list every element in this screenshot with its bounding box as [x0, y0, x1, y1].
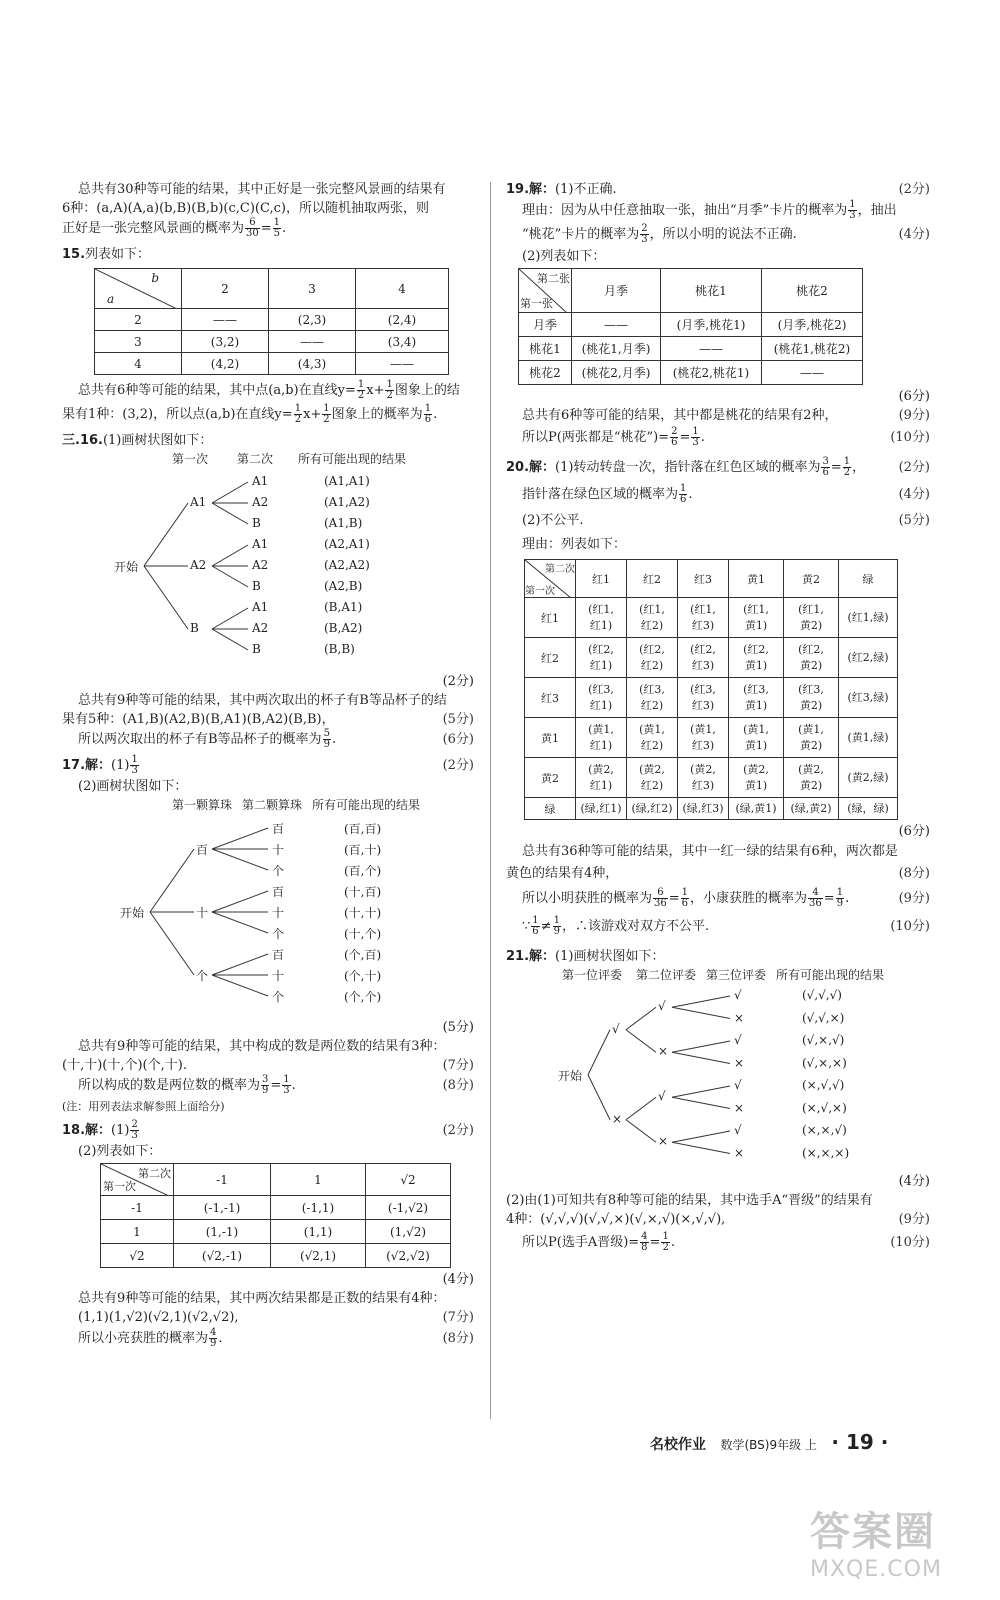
tree-node: ×: [612, 1111, 623, 1126]
tree-result: (百,百): [344, 822, 382, 836]
page-number: · 19 ·: [831, 1430, 889, 1454]
tree-node: A2: [252, 558, 269, 572]
tree-node: 个: [272, 990, 285, 1004]
tree-branch: [212, 482, 248, 503]
tree-result: (百,个): [344, 864, 382, 878]
tree-branch: [626, 1120, 656, 1143]
tree-branch: [212, 608, 248, 629]
tree-node: A2: [252, 495, 269, 509]
subject-label: 数学(BS)9年级 上: [720, 1438, 817, 1452]
tree-result: (A1,A2): [324, 495, 370, 509]
question-21: 21.解：(1)画树状图如下： 第一位评委 第二位评委 第三位评委 所有可能出现的结果 开始 √ √ √ (√,√,√) × (√,√,×) × √ (√,×,√) × (√,×,×) × √ √ (×,√,√) × (×,√,×) × √ (×,×,√) × (×,×,×) (4分) (2)由(1)可知共有8种等可能的结果，其中选手A“晋级”的结果有 4种：(√,√,√)(√,√,×)(√,×,√)(×,√,√), (9分) 所以P(选手A晋级)= $\frac{4}{8}$ = $\frac{1}{2}$ . (10分): [506, 949, 930, 1253]
tree-diagram-21: [506, 966, 930, 1172]
tree-result: (A2,A2): [324, 558, 370, 572]
tree-branch: [588, 1030, 610, 1075]
tree-node: 十: [196, 906, 209, 920]
tree-header: 第二位评委: [636, 968, 697, 982]
tree-result: (×,×,×): [802, 1145, 850, 1160]
tree-branch: [212, 629, 248, 650]
table-header: 红3: [678, 560, 729, 598]
tree-header: 第三位评委: [706, 968, 767, 982]
tree-branch: [144, 503, 188, 566]
table-corner-cell: 第二张 第一张: [519, 269, 572, 313]
tree-result: (百,十): [344, 843, 382, 857]
tree-node: 百: [272, 885, 285, 899]
tree-start: 开始: [114, 560, 139, 574]
table-corner-cell: 第二次 第一次: [525, 560, 576, 598]
tree-branch: [212, 545, 248, 566]
tree-branch: [672, 1086, 730, 1097]
question-number: 15.: [62, 247, 86, 262]
left-column: [62, 180, 474, 1351]
fraction: $\frac{6}{30}$: [246, 217, 259, 239]
question-20: 20.解：(1)转动转盘一次，指针落在红色区域的概率为 $\frac{3}{6}$ = $\frac{1}{2}$ ， (2分) 指针落在绿色区域的概率为 $\frac{1}{6}$ . (4分) (2)不公平. (5分) 理由：列表如下： 第二次 第一次 红1 红2 红3 黄1 黄2 绿 红1 (红1, 红1) (红1, 红2) (红1, 红3) (红1, 黄1) (红1, 黄2) (红1,绿) 红2 (红2, 红1) (红2, 红2) (红2, 红3) (红2, 黄1) (红2, 黄2) (红2,绿) 红3 (红3, 红1) (红3, 红2) (红3, 红3) (红3, 黄1) (红3, 黄2) (红3,绿) 黄1 (黄1, 红1) (黄1, 红2) (黄1, 红3) (黄1, 黄1) (黄1, 黄2) (黄1,绿) 黄2 (黄2, 红1) (黄2, 红2) (黄2, 红3) (黄2, 黄1) (黄2, 黄2) (黄2,绿) 绿 (绿,红1) (绿,红2) (绿,红3) (绿,黄1) (绿,黄2) (绿，绿) (6分) 总共有36种等可能的结果，其中一红一绿的结果有6种，两次都是 黄色的结果有4种， (8分) 所以小明获胜的概率为 $\frac{6}{36}$ = $\frac{1}{6}$ ，小康获胜的概率为 $\frac{4}{36}$ = $\frac{1}{9}$ . (9分) ∵ $\frac{1}{6}$ ≠ $\frac{1}{9}$ ，∴该游戏对双方不公平. (10分): [506, 456, 930, 937]
tree-node: 十: [272, 969, 285, 983]
tree-node: 百: [272, 948, 285, 962]
table-19: 第二张 第一张 月季 桃花1 桃花2 月季 —— (月季,桃花1) (月季,桃花2) 桃花1 (桃花1,月季) —— (桃花1,桃花2) 桃花2 (桃花2,月季) (桃花2,桃花1) ——: [518, 268, 863, 385]
table-header: 黄1: [729, 560, 784, 598]
tree-node: √: [612, 1021, 620, 1036]
tree-branch: [212, 566, 248, 587]
tree-result: (十,百): [344, 885, 382, 899]
tree-branch: [144, 566, 188, 629]
text-line: 总共有6种等可能的结果，其中点(a,b)在直线y= $\frac{1}{2}$ x+ $\frac{1}{2}$ 图象上的结: [78, 379, 460, 401]
text-line: 果有1种：(3,2)，所以点(a,b)在直线y= $\frac{1}{2}$ x+ $\frac{1}{2}$ 图象上的概率为 $\frac{1}{6}$ .: [62, 403, 438, 425]
tree-result: (个,百): [344, 948, 382, 962]
tree-result: (A2,B): [324, 579, 363, 593]
table-header: 红2: [627, 560, 678, 598]
tree-diagram-16: [62, 450, 474, 672]
tree-branch: [626, 1007, 656, 1030]
tree-node: 十: [272, 843, 285, 857]
table-header: 红1: [576, 560, 627, 598]
tree-branch: [672, 1052, 730, 1063]
tree-header: 所有可能出现的结果: [298, 452, 407, 466]
tree-branch: [626, 1097, 656, 1120]
tree-result: (√,×,√): [802, 1033, 845, 1047]
tree-branch: [212, 849, 268, 870]
tree-node: √: [658, 999, 666, 1014]
tree-header: 第二次: [237, 452, 274, 466]
column-divider: [490, 182, 491, 1419]
tree-node: ×: [734, 1145, 745, 1160]
tree-branch: [672, 1007, 730, 1018]
tree-node: ×: [658, 1044, 669, 1059]
table-corner-cell: 第二次 第一次: [101, 1164, 174, 1196]
right-column: [506, 180, 930, 1257]
question-15: 15.列表如下： b a 2 3 4 2 —— (2,3) (2,4) 3 (3,2) —— (3,4) 4 (4,2) (4,3) —— 总共有6种等可能的结果，其中点(a,b)在直线y= $\frac{1}{2}$ x+ $\frac{1}{2}$ 图象上的结 果有1种：(3,2)，所以点(a,b)在直线y= $\frac{1}{2}$ x+ $\frac{1}{2}$ 图象上的概率为 $\frac{1}{6}$ .: [62, 245, 474, 427]
tree-result: (个,个): [344, 990, 382, 1004]
tree-start: 开始: [558, 1068, 583, 1083]
tree-result: (√,√,×): [802, 1010, 845, 1025]
tree-header: 第一颗算珠: [172, 798, 233, 812]
tree-node: 个: [272, 927, 285, 941]
tree-header: 所有可能出现的结果: [776, 968, 885, 982]
tree-result: (个,十): [344, 969, 382, 983]
tree-node: ×: [658, 1134, 669, 1149]
tree-header: 第一位评委: [562, 968, 623, 982]
tree-branch: [672, 1097, 730, 1108]
tree-node: A1: [252, 474, 269, 488]
tree-result: (B,B): [324, 642, 355, 656]
fraction: $\frac{1}{5}$: [273, 217, 281, 239]
tree-result: (×,√,√): [802, 1078, 845, 1092]
tree-node: 个: [196, 969, 209, 983]
tree-result: (B,A2): [324, 621, 363, 635]
question-19: 19.解：(1)不正确. (2分) 理由：因为从中任意抽取一张，抽出“月季”卡片的概率为 $\frac{1}{3}$ ，抽出 “桃花”卡片的概率为 $\frac{2}{3}$ ，所以小明的说法不正确. (4分) (2)列表如下： 第二张 第一张 月季 桃花1 桃花2 月季 —— (月季,桃花1) (月季,桃花2) 桃花1 (桃花1,月季) —— (桃花1,桃花2) 桃花2 (桃花2,月季) (桃花2,桃花1) —— (6分) 总共有6种等可能的结果，其中都是桃花的结果有2种， (9分) 所以P(两张都是“桃花”)= $\frac{2}{6}$ = $\frac{1}{3}$ . (10分): [506, 182, 930, 448]
tree-node: ×: [734, 1100, 745, 1115]
tree-branch: [588, 1075, 610, 1120]
tree-node: 百: [272, 822, 285, 836]
tree-node: ×: [734, 1010, 745, 1025]
tree-node: ×: [734, 1055, 745, 1070]
table-header: 2: [182, 269, 269, 309]
tree-node: √: [734, 988, 742, 1002]
tree-branch: [672, 1142, 730, 1153]
tree-node: A1: [252, 600, 269, 614]
table-header: 3: [269, 269, 356, 309]
tree-result: (B,A1): [324, 600, 363, 614]
tree-branch: [212, 954, 268, 975]
tree-branch: [150, 912, 194, 975]
tree-header: 第二颗算珠: [242, 798, 303, 812]
tree-result: (A2,A1): [324, 537, 370, 551]
tree-node: 个: [272, 864, 285, 878]
table-corner-cell: b a: [95, 269, 182, 309]
tree-result: (×,×,√): [802, 1123, 847, 1137]
tree-result: (√,√,√): [802, 988, 842, 1002]
tree-branch: [672, 1041, 730, 1052]
tree-start: 开始: [120, 906, 145, 920]
table-20: 第二次 第一次 红1 红2 红3 黄1 黄2 绿 红1 (红1, 红1) (红1, 红2) (红1, 红3) (红1, 黄1) (红1, 黄2) (红1,绿) 红2 (红2, 红1) (红2, 红2) (红2, 红3) (红2, 黄1) (红2, 黄2) (红2,绿) 红3 (红3, 红1) (红3, 红2) (红3, 红3) (红3, 黄1) (红3, 黄2) (红3,绿) 黄1 (黄1, 红1) (黄1, 红2) (黄1, 红3) (黄1, 黄1) (黄1, 黄2) (黄1,绿) 黄2 (黄2, 红1) (黄2, 红2) (黄2, 红3) (黄2, 黄1) (黄2, 黄2) (黄2,绿) 绿 (绿,红1) (绿,红2) (绿,红3) (绿,黄1) (绿,黄2) (绿，绿): [524, 559, 898, 820]
text-line: 正好是一张完整风景画的概率为 $\frac{6}{30}$ = $\frac{1}{5}$ .: [62, 217, 287, 239]
tree-result: (十,十): [344, 906, 382, 920]
tree-header: 所有可能出现的结果: [312, 798, 421, 812]
tree-node: B: [252, 642, 261, 656]
tree-node: A1: [190, 495, 207, 509]
table-18: 第二次 第一次 -1 1 √2 -1 (-1,-1) (-1,1) (-1,√2) 1 (1,-1) (1,1) (1,√2) √2 (√2,-1) (√2,1) (√2,√2): [100, 1163, 451, 1268]
question-16: 三.16.(1)画树状图如下： 第一次 第二次 所有可能出现的结果 开始 A1 A1 (A1,A1) A2 (A1,A2) B (A1,B) A2 A1 (A2,A1) A2 (A2,A2) B (A2,B) B A1 (B,A1) A2 (B,A2) B (B,B) (2分) 总共有9种等可能的结果，其中两次取出的杯子有B等品杯子的结 果有5种：(A1,B)(A2,B)(B,A1)(B,A2)(B,B)， (5分) 所以两次取出的杯子有B等品杯子的概率为 $\frac{5}{9}$ . (6分): [62, 433, 474, 750]
tree-branch: [212, 828, 268, 849]
tree-node: A1: [252, 537, 269, 551]
tree-node: √: [658, 1089, 666, 1104]
page-footer: [650, 1430, 888, 1454]
tree-result: (十,个): [344, 927, 382, 941]
text-line: 总共有9种等可能的结果，其中两次取出的杯子有B等品杯子的结: [78, 693, 447, 708]
tree-result: (A1,B): [324, 516, 363, 530]
text-line: 总共有30种等可能的结果，其中正好是一张完整风景画的结果有: [78, 182, 446, 197]
table-header: 4: [356, 269, 449, 309]
tree-result: (√,×,×): [802, 1055, 847, 1070]
tree-node: 百: [196, 843, 209, 857]
tree-node: √: [734, 1123, 742, 1137]
tree-result: (A1,A1): [324, 474, 370, 488]
watermark-logo: 答案圈 MXQE.COM: [810, 1509, 942, 1582]
tree-node: A2: [252, 621, 269, 635]
question-number: 三.16.: [62, 433, 103, 448]
table-header: 绿: [839, 560, 898, 598]
question-17: 17.解：(1) $\frac{1}{3}$ (2分) (2)画树状图如下： 第一颗算珠 第二颗算珠 所有可能出现的结果 开始 百 百 (百,百) 十 (百,十) 个 (百,个) 十 百 (十,百) 十 (十,十) 个 (十,个) 个 百 (个,百) 十 (个,十) 个 (个,个) (5分) 总共有9种等可能的结果，其中构成的数是两位数的结果有3种： (十,十)(十,个)(个,十). (7分) 所以构成的数是两位数的概率为 $\frac{3}{9}$ = $\frac{1}{3}$ . (8分) (注：用列表法求解参照上面给分): [62, 754, 474, 1113]
table-15: b a 2 3 4 2 —— (2,3) (2,4) 3 (3,2) —— (3,4) 4 (4,2) (4,3) ——: [94, 268, 449, 375]
tree-node: √: [734, 1078, 742, 1092]
q14-continuation: [62, 180, 474, 239]
tree-node: B: [190, 621, 199, 635]
tree-node: B: [252, 579, 261, 593]
text-line: 6种：(a,A)(A,a)(b,B)(B,b)(c,C)(C,c)，所以随机抽取两张，则: [62, 201, 429, 216]
tree-branch: [212, 503, 248, 524]
tree-branch: [212, 891, 268, 912]
tree-node: B: [252, 516, 261, 530]
tree-branch: [672, 996, 730, 1007]
tree-branch: [672, 1131, 730, 1142]
tree-branch: [626, 1030, 656, 1053]
tree-header: 第一次: [172, 452, 209, 466]
question-18: 18.解：(1) $\frac{2}{3}$ (2分) (2)列表如下： 第二次 第一次 -1 1 √2 -1 (-1,-1) (-1,1) (-1,√2) 1 (1,-1) (1,1) (1,√2) √2 (√2,-1) (√2,1) (√2,√2) (4分) 总共有9种等可能的结果，其中两次结果都是正数的结果有4种： (1,1)(1,√2)(√2,1)(√2,√2), (7分) 所以小亮获胜的概率为 $\frac{4}{9}$ . (8分): [62, 1119, 474, 1349]
table-header: 黄2: [784, 560, 839, 598]
tree-result: (×,√,×): [802, 1100, 847, 1115]
tree-branch: [212, 975, 268, 996]
tree-node: A2: [190, 558, 207, 572]
tree-node: √: [734, 1033, 742, 1047]
tree-node: 十: [272, 906, 285, 920]
tree-branch: [150, 849, 194, 912]
brand-label: 名校作业: [650, 1437, 706, 1453]
tree-branch: [212, 912, 268, 933]
tree-diagram-17: [62, 796, 474, 1018]
